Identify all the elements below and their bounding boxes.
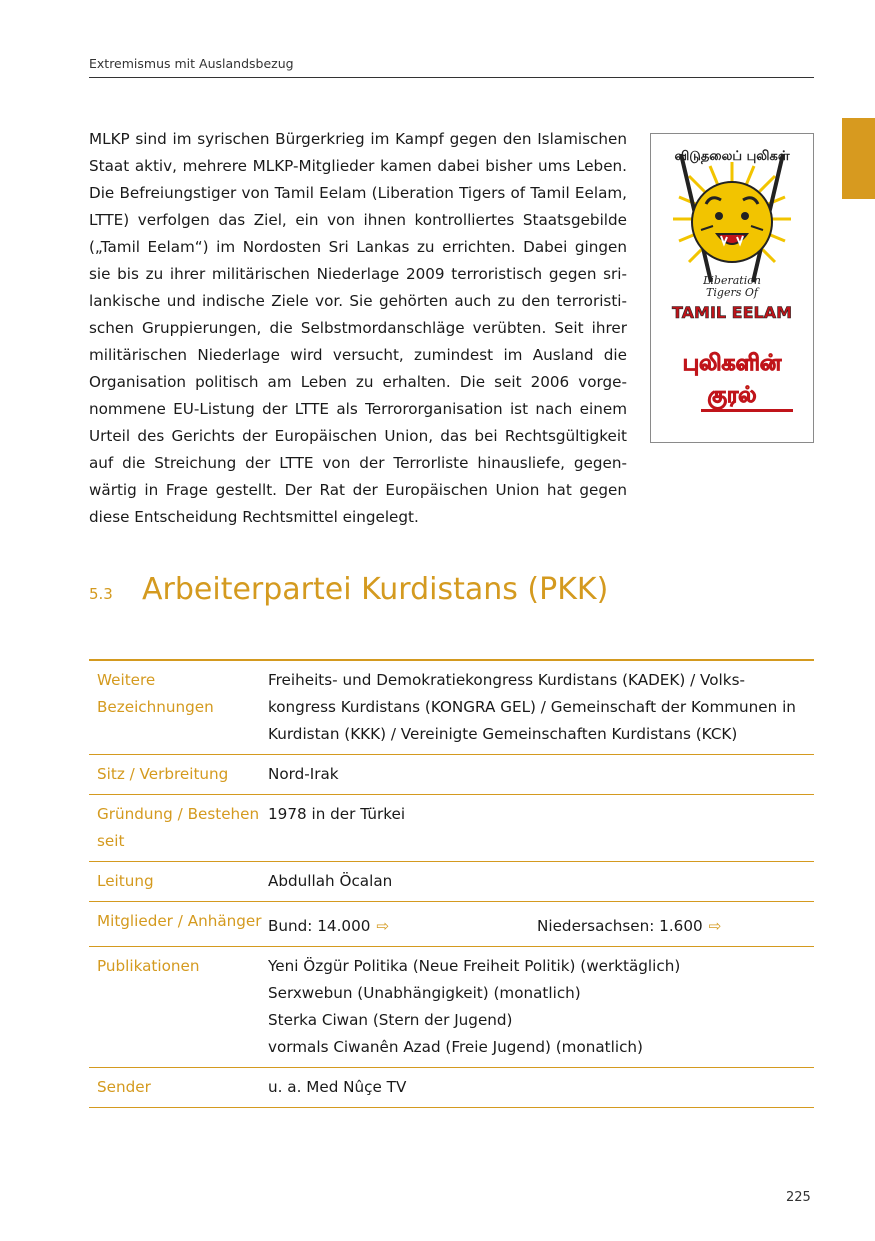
poster-line1: Liberation xyxy=(703,274,761,287)
ltte-poster-image xyxy=(650,133,814,443)
pkk-profile-table xyxy=(89,659,814,1108)
arrow-right-icon[interactable]: ⇨ xyxy=(376,917,390,935)
row-label-names: Weitere Bezeichnungen xyxy=(89,660,268,755)
table-row xyxy=(89,795,814,862)
row-label-seat: Sitz / Verbreitung xyxy=(89,755,268,795)
row-label-leader: Leitung xyxy=(89,862,268,902)
members-federal[interactable]: Bund: 14.000 xyxy=(268,917,371,935)
table-row xyxy=(89,1068,814,1108)
table-row xyxy=(89,902,814,947)
publication-item: Yeni Özgür Politika (Neue Freiheit Politik) (werktäglich) xyxy=(268,957,681,975)
row-label-members: Mitglieder / Anhänger xyxy=(89,902,268,947)
publication-item: Sterka Ciwan (Stern der Jugend) xyxy=(268,1011,513,1029)
running-header: Extremismus mit Auslandsbezug xyxy=(89,56,814,78)
poster-tamil-bottom-2: குரல் xyxy=(707,383,757,408)
members-state-cell xyxy=(537,913,806,940)
poster-tamil-bottom-1: புலிகளின் xyxy=(682,351,782,376)
row-label-publications: Publikationen xyxy=(89,947,268,1068)
table-row xyxy=(89,660,814,755)
row-value-members xyxy=(268,902,814,947)
poster-line2: Tigers Of xyxy=(706,286,758,299)
page-number: 225 xyxy=(786,1190,811,1205)
section-number: 5.3 xyxy=(89,585,113,603)
row-value-founded: 1978 in der Türkei xyxy=(268,795,814,862)
poster-name: TAMIL EELAM xyxy=(671,303,793,322)
row-label-sender: Sender xyxy=(89,1068,268,1108)
table-row xyxy=(89,862,814,902)
publication-item: vormals Ciwanên Azad (Freie Jugend) (monatlich) xyxy=(268,1038,643,1056)
intro-paragraph: MLKP sind im syrischen Bürgerkrieg im Kampf gegen den Islamischen Staat aktiv, mehrere MLKP-Mitglieder kamen dabei bisher ums Leben. Die Befreiungstiger von Tamil Eelam (Liberation Tigers of Tamil Eelam, LTTE) verfolgen das Ziel, ein von ihnen kontrolliertes Staatsgebilde („Tamil Eelam“) im Nordosten Sri Lankas zu errichten. Dabei gingen sie bis zu ihrer militärischen Niederlage 2009 terroristisch gegen srilankische und indische Ziele vor. Sie gehörten auch zu den terroristischen Gruppierungen, die Selbstmordanschläge verübten. Seit ihrer militärischen Niederlage wird versucht, zumindest im Ausland die Organisation politisch am Leben zu erhalten. Die seit 2006 vorgenommene EU-Listung der LTTE als Terrororganisation ist nach einem Urteil des Gerichts der Europäischen Union, das bei Rechtsgültigkeit auf die Streichung der LTTE von der Terrorliste hinausliefe, gegenwärtig in Frage gestellt. Der Rat der Europäischen Union hat gegen diese Entscheidung Rechtsmittel eingelegt. xyxy=(89,130,627,526)
table-row xyxy=(89,755,814,795)
publication-item: Serxwebun (Unabhängigkeit) (monatlich) xyxy=(268,984,581,1002)
table-row xyxy=(89,947,814,1068)
poster-tamil-top: விடுதலைப் புலிகள் xyxy=(674,149,790,164)
members-federal-cell xyxy=(268,913,537,940)
row-value-seat: Nord-Irak xyxy=(268,755,814,795)
poster-underline xyxy=(701,409,793,412)
arrow-right-icon[interactable]: ⇨ xyxy=(708,917,722,935)
row-value-sender: u. a. Med Nûçe TV xyxy=(268,1068,814,1108)
row-value-names: Freiheits- und Demokratiekongress Kurdistans (KADEK) / Volkskongress Kurdistans (KONGRA GEL) / Gemeinschaft der Kommunen in Kurdistan (KKK) / Vereinigte Gemeinschaften Kurdistans (KCK) xyxy=(268,660,814,755)
row-label-founded: Gründung / Bestehen seit xyxy=(89,795,268,862)
row-value-publications xyxy=(268,947,814,1068)
members-state[interactable]: Niedersachsen: 1.600 xyxy=(537,917,703,935)
ltte-emblem-svg xyxy=(651,134,813,442)
row-value-leader: Abdullah Öcalan xyxy=(268,862,814,902)
section-heading xyxy=(89,572,608,607)
section-title: Arbeiterpartei Kurdistans (PKK) xyxy=(142,572,609,607)
chapter-thumb-tab xyxy=(842,118,875,199)
